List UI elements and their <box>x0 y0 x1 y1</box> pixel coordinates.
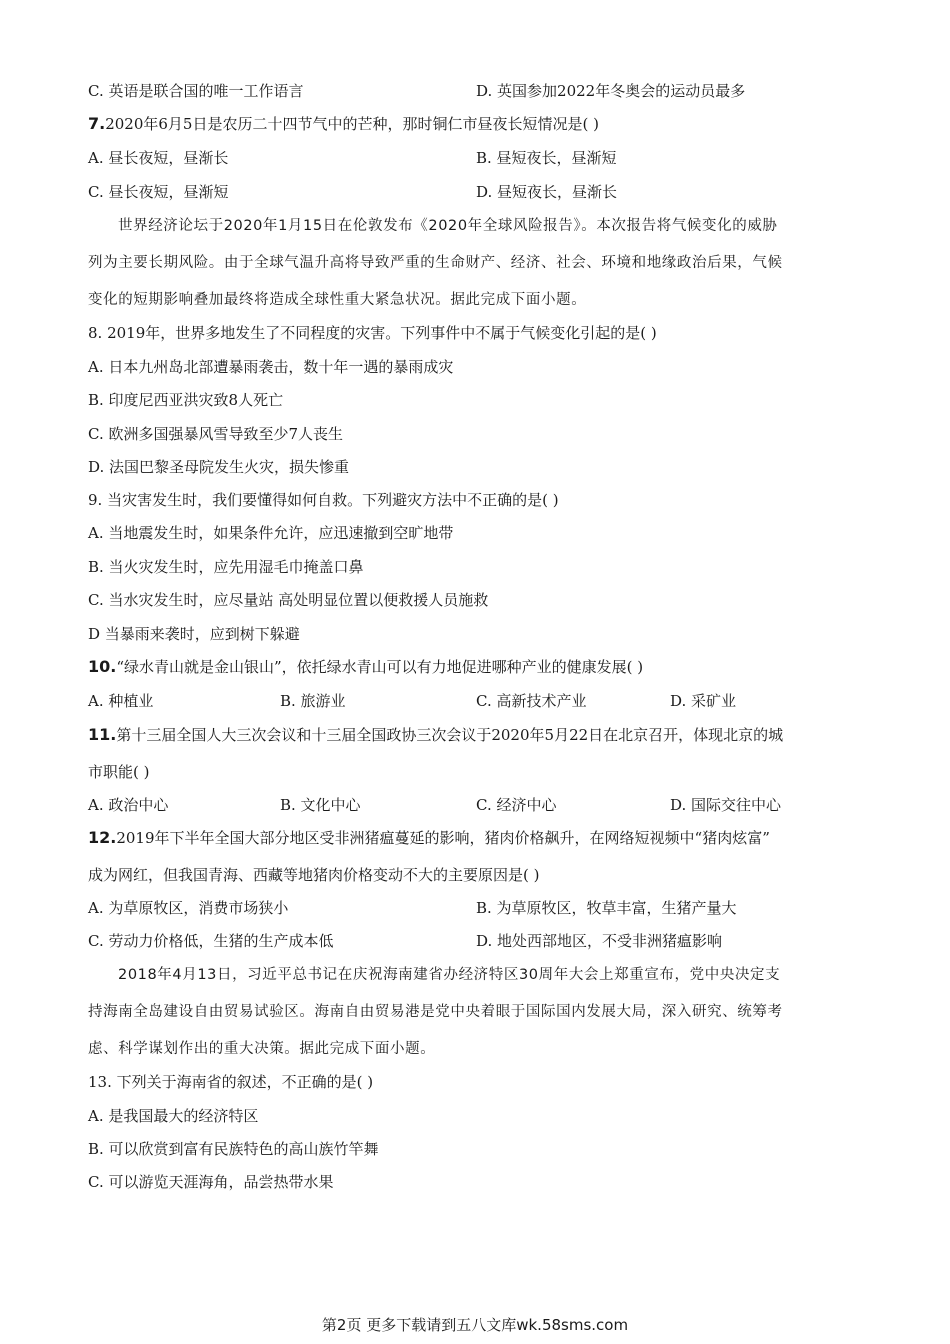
q8-option-b: B. 印度尼西亚洪灾致8人死亡 <box>88 391 284 409</box>
q10-option-b: B. 旅游业 <box>280 692 346 710</box>
q13-option-a: A. 是我国最大的经济特区 <box>88 1107 259 1125</box>
passage1-line1: 世界经济论坛于2020年1月15日在伦敦发布《2020年全球风险报告》。本次报告将气候变化的威胁 <box>118 218 778 234</box>
q13-option-c: C. 可以游览天涯海角，品尝热带水果 <box>88 1173 334 1191</box>
q11-option-a: A. 政治中心 <box>88 796 169 814</box>
q12-option-c: C. 劳动力价格低，生猪的生产成本低 <box>88 932 334 950</box>
q11-stem <box>88 724 783 746</box>
passage1-line2: 列为主要长期风险。由于全球气温升高将导致严重的生命财产、经济、社会、环境和地缘政治后果，气候 <box>88 255 783 271</box>
q7-option-a: A. 昼长夜短，昼渐长 <box>88 149 229 167</box>
q10-number: 10. <box>88 657 117 676</box>
q10-text: “绿水青山就是金山银山”，依托绿水青山可以有力地促进哪种产业的健康发展( ) <box>116 658 644 676</box>
q7-text: 2020年6月5日是农历二十四节气中的芒种，那时铜仁市昼夜长短情况是( ) <box>105 115 599 133</box>
q9-option-c: C. 当水灾发生时，应尽量站 高处明显位置以便救援人员施救 <box>88 591 489 609</box>
q6-option-c: C. 英语是联合国的唯一工作语言 <box>88 82 304 100</box>
q11-option-d: D. 国际交往中心 <box>670 796 782 814</box>
q12-option-a: A. 为草原牧区，消费市场狭小 <box>88 899 289 917</box>
q9-option-b: B. 当火灾发生时，应先用湿毛巾掩盖口鼻 <box>88 558 364 576</box>
q10-option-a: A. 种植业 <box>88 692 154 710</box>
q9-option-a: A. 当地震发生时，如果条件允许，应迅速撤到空旷地带 <box>88 524 454 542</box>
q9-stem: 9. 当灾害发生时，我们要懂得如何自救。下列避灾方法中不正确的是( ) <box>88 491 559 509</box>
q8-option-a: A. 日本九州岛北部遭暴雨袭击，数十年一遇的暴雨成灾 <box>88 358 454 376</box>
q9-option-d: D 当暴雨来袭时，应到树下躲避 <box>88 625 300 643</box>
q12-stem <box>88 827 770 849</box>
passage2-line2: 持海南全岛建设自由贸易试验区。海南自由贸易港是党中央着眼于国际国内发展大局，深入研究、统筹考 <box>88 1004 783 1020</box>
q10-option-d: D. 采矿业 <box>670 692 737 710</box>
q10-stem <box>88 656 643 678</box>
q8-option-c: C. 欧洲多国强暴风雪导致至少7人丧生 <box>88 425 344 443</box>
q12-stem-line2: 成为网红，但我国青海、西藏等地猪肉价格变动不大的主要原因是( ) <box>88 866 540 884</box>
passage2-line1: 2018年4月13日，习近平总书记在庆祝海南建省办经济特区30周年大会上郑重宣布，党中央决定支 <box>118 967 781 983</box>
passage2-line3: 虑、科学谋划作出的重大决策。据此完成下面小题。 <box>88 1041 436 1057</box>
q13-option-b: B. 可以欣赏到富有民族特色的高山族竹竿舞 <box>88 1140 379 1158</box>
q11-option-c: C. 经济中心 <box>476 796 557 814</box>
q6-option-d: D. 英国参加2022年冬奥会的运动员最多 <box>476 82 746 100</box>
page-footer: 第2页 更多下载请到五八文库wk.58sms.com <box>321 1316 629 1334</box>
q7-option-b: B. 昼短夜长，昼渐短 <box>476 149 617 167</box>
q11-option-b: B. 文化中心 <box>280 796 361 814</box>
q11-text: 第十三届全国人大三次会议和十三届全国政协三次会议于2020年5月22日在北京召开，体现北京的城 <box>116 726 784 744</box>
q7-number: 7. <box>88 114 106 133</box>
passage1-line3: 变化的短期影响叠加最终将造成全球性重大紧急状况。据此完成下面小题。 <box>88 292 587 308</box>
q8-stem: 8. 2019年，世界多地发生了不同程度的灾害。下列事件中不属于气候变化引起的是( ) <box>88 324 657 342</box>
q10-option-c: C. 高新技术产业 <box>476 692 587 710</box>
q7-option-c: C. 昼长夜短，昼渐短 <box>88 183 229 201</box>
q13-stem: 13. 下列关于海南省的叙述，不正确的是( ) <box>88 1073 374 1091</box>
q12-text: 2019年下半年全国大部分地区受非洲猪瘟蔓延的影响，猪肉价格飙升，在网络短视频中“猪肉炫富” <box>116 829 770 847</box>
q7-stem <box>88 113 599 135</box>
q11-stem-line2: 市职能( ) <box>88 763 150 781</box>
q7-option-d: D. 昼短夜长，昼渐长 <box>476 183 618 201</box>
q12-number: 12. <box>88 828 117 847</box>
q8-option-d: D. 法国巴黎圣母院发生火灾，损失惨重 <box>88 458 350 476</box>
q12-option-b: B. 为草原牧区，牧草丰富，生猪产量大 <box>476 899 737 917</box>
q11-number: 11. <box>88 725 117 744</box>
q12-option-d: D. 地处西部地区，不受非洲猪瘟影响 <box>476 932 723 950</box>
